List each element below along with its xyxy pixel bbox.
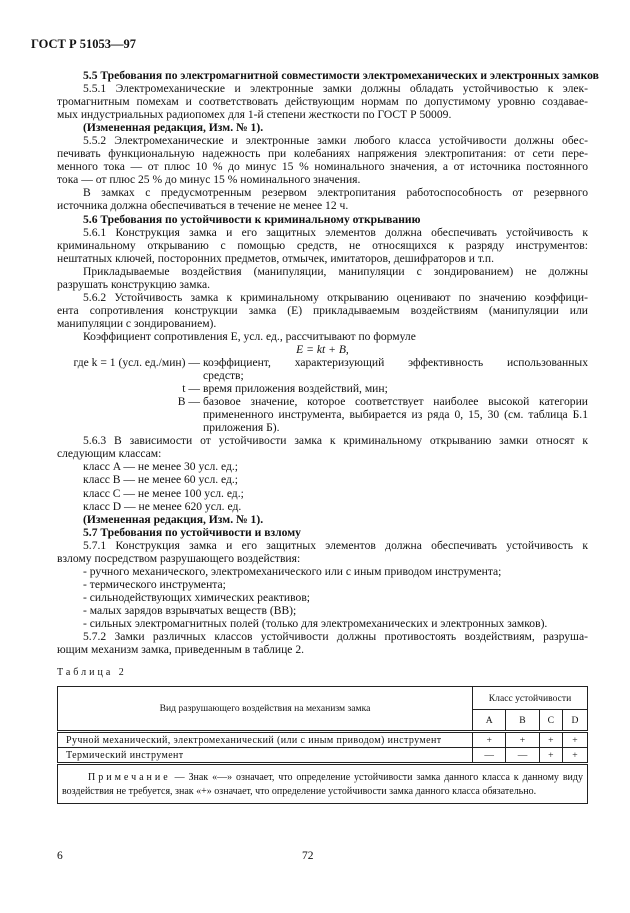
paragraph	[57, 604, 588, 617]
class-a: A	[473, 710, 506, 732]
section-5-5-to-5-6-2	[57, 69, 599, 356]
text-line: 5.6.2 Устойчивость замка к криминальному открыванию оценивают по значению коэффици-	[83, 290, 588, 304]
text-line: примененного инструмента, выбирается из ряда 0, 15, 30 (см. таблица Б.1	[203, 408, 588, 422]
text-line: 5.6 Требования по устойчивости к криминальному открыванию	[83, 212, 421, 226]
cell: +	[562, 732, 587, 748]
paragraph	[57, 434, 588, 460]
text-line: нештатных ключей, посторонних предметов, отмычек, имитаторов, дешифраторов и т.п.	[57, 251, 495, 265]
text-line: приложения Б).	[203, 421, 280, 435]
text-line: 5.6.3 В зависимости от устойчивости замка к криминальному открыванию замки относят к	[83, 434, 588, 448]
text-line: - ручного механического, электромеханического или с иным приводом инструмента;	[83, 564, 502, 578]
text-line: 5.5.2 Электромеханические и электронные замки любого класса устойчивости должны обес-	[83, 134, 588, 148]
paragraph	[57, 578, 588, 591]
document-header: ГОСТ Р 51053—97	[31, 37, 137, 51]
text-line: 5.5 Требования по электромагнитной совместимости электромеханических и электронных замков	[83, 69, 599, 82]
class-b: B	[506, 710, 539, 732]
paragraph	[57, 213, 588, 226]
paragraph	[57, 291, 588, 330]
text-line: - термического инструмента;	[83, 577, 226, 591]
paragraph	[57, 539, 588, 565]
row-label: Ручной механический, электромеханический (или с иным приводом) инструмент	[58, 732, 473, 748]
cell: +	[473, 732, 506, 748]
text-line: менного тока — от плюс 10 % до минус 15 % номинального значения, а от источника постоянного	[57, 160, 588, 174]
definition-item	[57, 395, 588, 434]
table-row	[58, 748, 588, 764]
cell: +	[506, 732, 539, 748]
definition-term: где k = 1 (усл. ед./мин) —	[73, 356, 200, 370]
paragraph	[57, 460, 588, 473]
cell: —	[506, 748, 539, 764]
text-line: E = kt + B,	[296, 342, 349, 356]
definition-term: t —	[182, 382, 200, 396]
text-line: (Измененная редакция, Изм. № 1).	[83, 512, 264, 526]
paragraph	[57, 69, 599, 82]
page-number-left: 6	[57, 850, 63, 862]
text-line: манипуляции с зондированием).	[57, 316, 217, 330]
text-line: - малых зарядов взрывчатых веществ (ВВ);	[83, 603, 297, 617]
paragraph	[57, 513, 588, 526]
text-line: базовое значение, которое соответствует наиболее высокой категории	[203, 395, 588, 409]
paragraph	[57, 565, 588, 578]
table-note	[58, 764, 588, 804]
row-label: Термический инструмент	[58, 748, 473, 764]
col-header-impact: Вид разрушающего воздействия на механизм замка	[58, 687, 473, 732]
text-line: тока — от плюс 25 % до минус 15 % номинального значения.	[57, 173, 361, 187]
text-line: класс D — не менее 620 усл. ед.	[83, 499, 242, 513]
col-header-class: Класс устойчивости	[473, 687, 588, 710]
paragraph	[57, 265, 588, 291]
text-line: тромагнитным помехам и соответствовать действующим нормам по допустимому уровню создавае-	[57, 95, 588, 109]
text-line: мых индустриальных радиопомех для 1-й степени жесткости по ГОСТ Р 50009.	[57, 108, 452, 122]
table-row	[58, 732, 588, 748]
text-line: 5.7.2 Замки различных классов устойчивости должны противостоять воздействиям, разруша-	[83, 630, 588, 644]
text-line: (Измененная редакция, Изм. № 1).	[83, 121, 264, 135]
paragraph	[57, 630, 588, 656]
text-line: 5.6.1 Конструкция замка и его защитных элементов должна обеспечивать устойчивость к	[83, 225, 588, 239]
note-label: Примечание	[88, 772, 171, 783]
definition-text	[203, 382, 588, 395]
formula-definitions	[57, 356, 588, 434]
text-line: 5.7.1 Конструкция замка и его защитных элементов должна обеспечивать устойчивость к	[83, 538, 588, 552]
table-caption: Таблица 2	[57, 667, 127, 678]
table-2	[57, 686, 588, 804]
paragraph	[57, 473, 588, 486]
paragraph	[57, 617, 588, 630]
text-line: - сильных электромагнитных полей (только для электромеханических и электронных замков).	[83, 616, 548, 630]
text-line: 5.7 Требования по устойчивости и взлому	[83, 525, 301, 539]
definition-text	[203, 395, 588, 434]
paragraph	[57, 226, 588, 265]
cell: —	[473, 748, 506, 764]
text-line: 5.5.1 Электромеханические и электронные замки должны обладать устойчивостью к элек-	[83, 82, 588, 96]
text-line: класс B — не менее 60 усл. ед.;	[83, 473, 239, 487]
text-line: печивать функциональную надежность при колебаниях напряжения электропитания: от сети пере-	[57, 147, 588, 161]
document-body	[57, 69, 599, 657]
definition-item	[57, 356, 588, 382]
text-line: средств;	[203, 369, 244, 383]
definition-item	[57, 382, 588, 395]
cell: +	[562, 748, 587, 764]
text-line: класс A — не менее 30 усл. ед.;	[83, 460, 239, 474]
cell: +	[539, 732, 562, 748]
text-line: В замках с предусмотренным резервом электропитания работоспособность от резервного	[83, 186, 588, 200]
text-line: Прикладываемые воздействия (манипуляции, манипуляции с зондированием) не должны	[83, 264, 588, 278]
text-line: взлому посредством разрушающего воздействия:	[57, 551, 301, 565]
definition-term: B —	[177, 395, 200, 409]
text-line: коэффициент, характеризующий эффективность использованных	[203, 356, 588, 370]
paragraph	[57, 134, 588, 186]
text-line: источника должна обеспечиваться в течение не менее 12 ч.	[57, 199, 349, 213]
paragraph	[57, 487, 588, 500]
text-line: - сильнодействующих химических реактивов;	[83, 590, 311, 604]
section-5-6-3-to-5-7-2	[57, 434, 588, 656]
class-c: C	[539, 710, 562, 732]
text-line: ющим механизм замка, приведенным в таблице 2.	[57, 643, 305, 657]
class-d: D	[562, 710, 587, 732]
text-line: следующим классам:	[57, 447, 162, 461]
text-line: время приложения воздействий, мин;	[203, 382, 388, 396]
text-line: разрушать конструкцию замка.	[57, 277, 210, 291]
paragraph	[57, 591, 588, 604]
definition-text	[203, 356, 588, 382]
paragraph	[57, 330, 588, 343]
page-number-center: 72	[302, 850, 314, 862]
text-line: ента сопротивления конструкции замка (E) прикладываемым воздействиям (манипуляции или	[57, 303, 588, 317]
paragraph	[57, 82, 588, 121]
paragraph	[57, 500, 588, 513]
paragraph	[57, 186, 588, 212]
text-line: класс C — не менее 100 усл. ед.;	[83, 486, 244, 500]
text-line: Коэффициент сопротивления E, усл. ед., рассчитывают по формуле	[83, 329, 416, 343]
paragraph	[57, 526, 588, 539]
note-text: — Знак «—» означает, что определение устойчивости замка данного класса к данному виду воздействия не требуется, знак «+» означает, что определение устойчивости замка данного класса обязательно.	[62, 772, 583, 797]
text-line: криминальному открыванию с помощью средств, не относящихся к разряду инструментов:	[57, 238, 588, 252]
cell: +	[539, 748, 562, 764]
paragraph	[57, 121, 588, 134]
paragraph	[57, 343, 588, 356]
